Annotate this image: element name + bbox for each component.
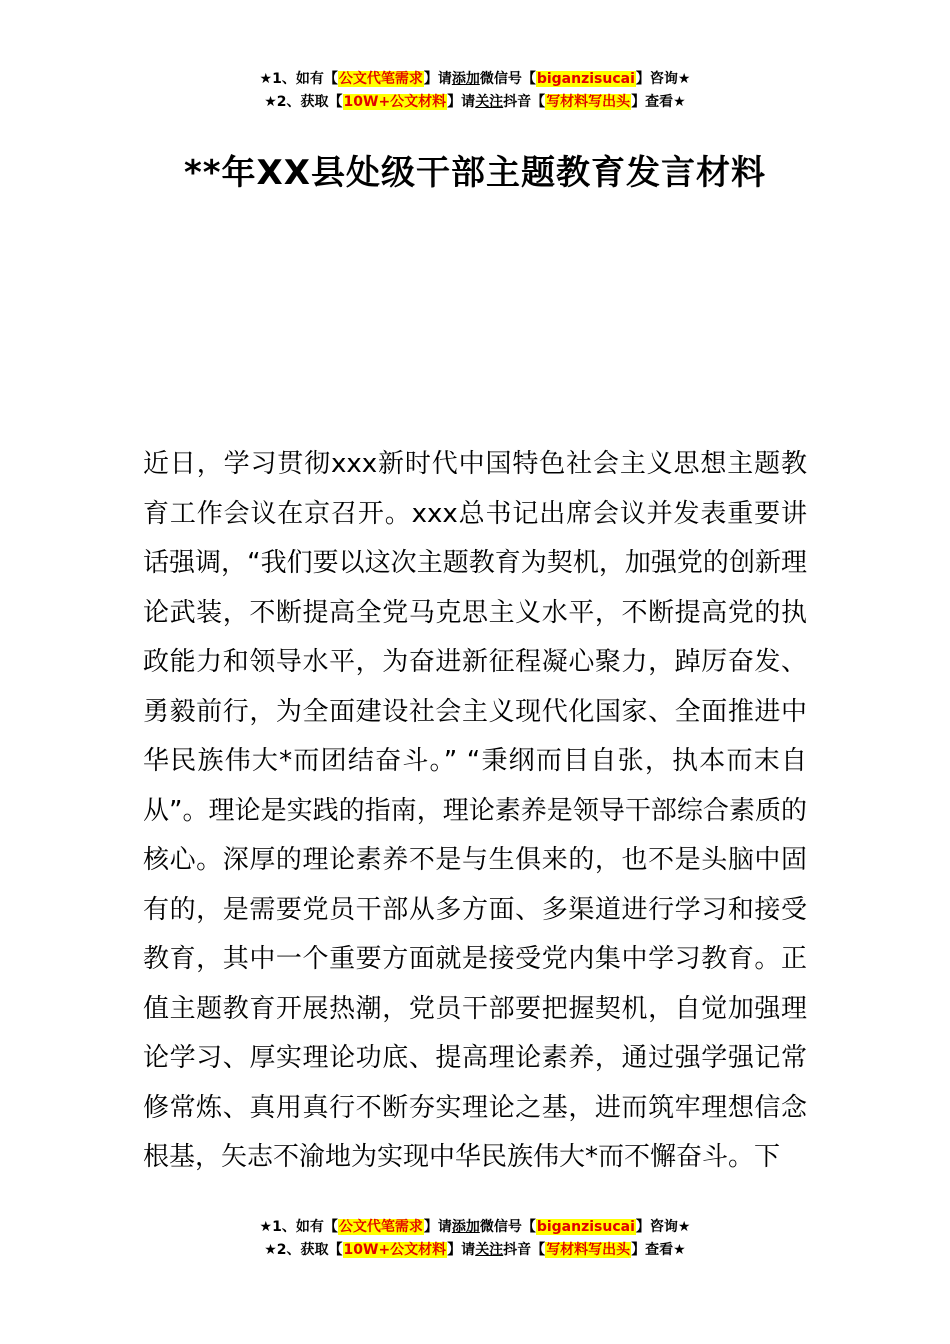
highlight-service: 公文代笔需求 — [338, 1219, 423, 1235]
body-paragraph: 近日，学习贯彻xxx新时代中国特色社会主义思想主题教育工作会议在京召开。xxx总书记出席会议并发表重要讲话强调，“我们要以这次主题教育为契机，加强党的创新理论武装，不断提高全党马克思主义水平，不断提高党的执政能力和领导水平，为奋进新征程凝心聚力，踔厉奋发、勇毅前行，为全面建设社会主义现代化国家、全面推进中华民族伟大*而团结奋斗。” “秉纲而目自张，执本而末自从”。理论是实践的指南，理论素养是领导干部综合素质的核心。深厚的理论素养不是与生俱来的，也不是头脑中固有的，是需要党员干部从多方面、多渠道进行学习和接受教育，其中一个重要方面就是接受党内集中学习教育。正值主题教育开展热潮，党员干部要把握契机，自觉加强理论学习、厚实理论功底、提高理论素养，通过强学强记常修常炼、真用真行不断夯实理论之基，进而筑牢理想信念根基，矢志不渝地为实现中华民族伟大*而不懈奋斗。下 — [143, 449, 807, 1172]
banner-line-1: ★1、如有【公文代笔需求】请添加微信号【biganzisucai】咨询★ — [259, 71, 691, 87]
highlight-douyin: 写材料写出头 — [546, 94, 631, 110]
highlight-wechat-id: biganzisucai — [536, 1219, 635, 1235]
highlight-materials: 10W+公文材料 — [343, 1242, 447, 1258]
highlight-materials: 10W+公文材料 — [343, 94, 447, 110]
highlight-service: 公文代笔需求 — [338, 71, 423, 87]
banner-line-1: ★1、如有【公文代笔需求】请添加微信号【biganzisucai】咨询★ — [259, 1219, 691, 1235]
footer-banner — [0, 1216, 950, 1262]
document-title: **年XX县处级干部主题教育发言材料 — [184, 153, 766, 193]
highlight-douyin: 写材料写出头 — [546, 1242, 631, 1258]
highlight-wechat-id: biganzisucai — [536, 71, 635, 87]
banner-line-2: ★2、获取【10W+公文材料】请关注抖音【写材料写出头】查看★ — [264, 1242, 686, 1258]
banner-line-2: ★2、获取【10W+公文材料】请关注抖音【写材料写出头】查看★ — [264, 94, 686, 110]
header-banner — [0, 68, 950, 114]
